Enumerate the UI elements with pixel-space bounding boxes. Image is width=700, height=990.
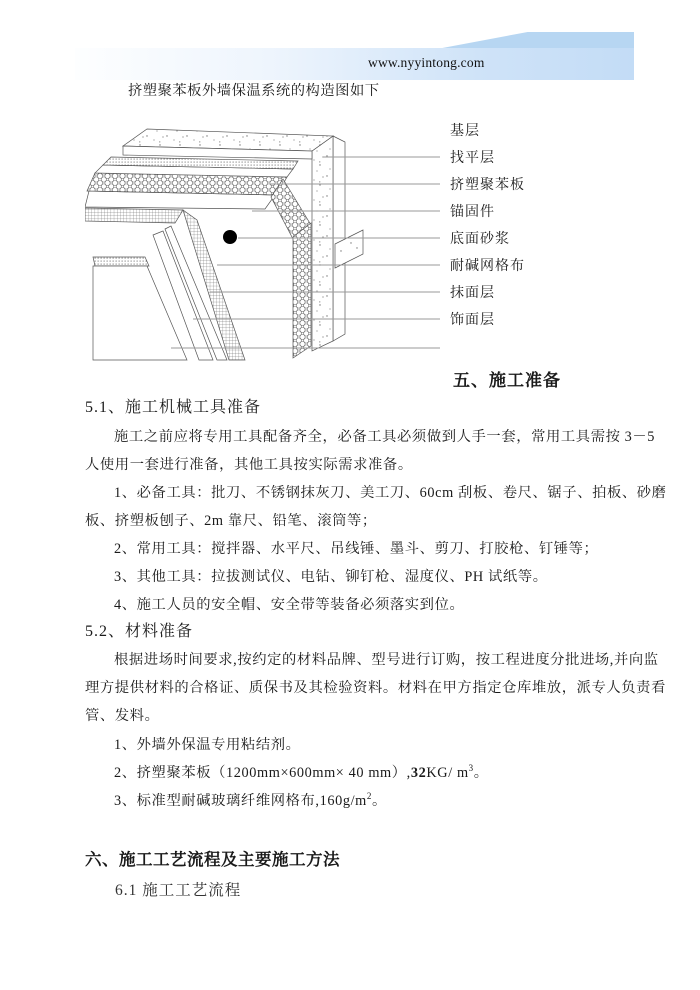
diagram-label-xps-board: 挤塑聚苯板 (450, 178, 525, 193)
item2-post: 。 (473, 765, 489, 781)
body-line: 施工之前应将专用工具配备齐全，必备工具必须做到人手一套，常用工具需按 3－5 (114, 429, 656, 445)
section-6-1-title: 6.1 施工工艺流程 (115, 882, 242, 899)
item3-superscript: 2 (366, 791, 372, 802)
item3-pre: 3、标准型耐碱玻璃纤维网格布,160g/m (114, 793, 367, 809)
item2-mid: KG/ m (426, 765, 469, 781)
anchor-dot (223, 230, 237, 244)
material-item-3 (85, 787, 675, 815)
body-line: 理方提供材料的合格证、质保书及其检验资料。材料在甲方指定仓库堆放，派专人负责看 (85, 680, 666, 696)
section-5-2-materials (85, 731, 675, 815)
item3-post: 。 (371, 793, 387, 809)
body-line: 4、施工人员的安全帽、安全带等装备必须落实到位。 (114, 597, 465, 613)
diagram-label-base-layer: 基层 (450, 124, 480, 139)
header-accent-shape (437, 32, 634, 49)
section-5-title: 五、施工准备 (453, 371, 561, 390)
top-slab (123, 129, 333, 159)
material-item-1: 1、外墙外保温专用粘结剂。 (114, 737, 301, 753)
body-line: 板、挤塑板刨子、2m 靠尺、铅笔、滚筒等； (85, 513, 377, 529)
diagram-label-leveling: 找平层 (450, 151, 495, 166)
material-item-2 (85, 759, 675, 787)
section-5-2-body (85, 646, 675, 730)
diagram-label-anchor: 锚固件 (450, 205, 495, 220)
body-line: 2、常用工具：搅拌器、水平尺、吊线锤、墨斗、剪刀、打胶枪、钉锤等； (114, 541, 599, 557)
body-line: 管、发料。 (85, 708, 160, 724)
item2-pre: 2、挤塑聚苯板（1200mm×600mm× 40 mm）, (114, 765, 411, 781)
construction-diagram (85, 113, 440, 365)
section-5-1-body (85, 423, 675, 619)
diagram-label-plaster: 抹面层 (450, 286, 495, 301)
body-line: 根据进场时间要求,按约定的材料品牌、型号进行订购，按工程进度分批进场,并向监 (114, 652, 659, 668)
item2-bold-value: 32 (410, 765, 427, 781)
section-5-1-title: 5.1、施工机械工具准备 (85, 399, 262, 416)
diagram-label-finish: 饰面层 (450, 313, 495, 328)
body-line: 人使用一套进行准备，其他工具按实际需求准备。 (85, 457, 413, 473)
section-5-2-title: 5.2、材料准备 (85, 623, 194, 640)
item2-superscript: 3 (468, 763, 474, 774)
section-6-title: 六、施工工艺流程及主要施工方法 (85, 850, 340, 869)
header-url: www.nyyintong.com (368, 55, 485, 70)
body-line: 3、其他工具：拉拔测试仪、电钻、铆钉枪、湿度仪、PH 试纸等。 (114, 569, 548, 585)
header-bar (75, 48, 634, 80)
body-line: 1、必备工具：批刀、不锈钢抹灰刀、美工刀、60cm 刮板、卷尺、锯子、拍板、砂磨 (114, 485, 667, 501)
diagram-label-mesh: 耐碱网格布 (450, 259, 525, 274)
diagram-label-base-mortar: 底面砂浆 (450, 232, 510, 247)
diagram-caption: 挤塑聚苯板外墙保温系统的构造图如下 (128, 83, 380, 99)
